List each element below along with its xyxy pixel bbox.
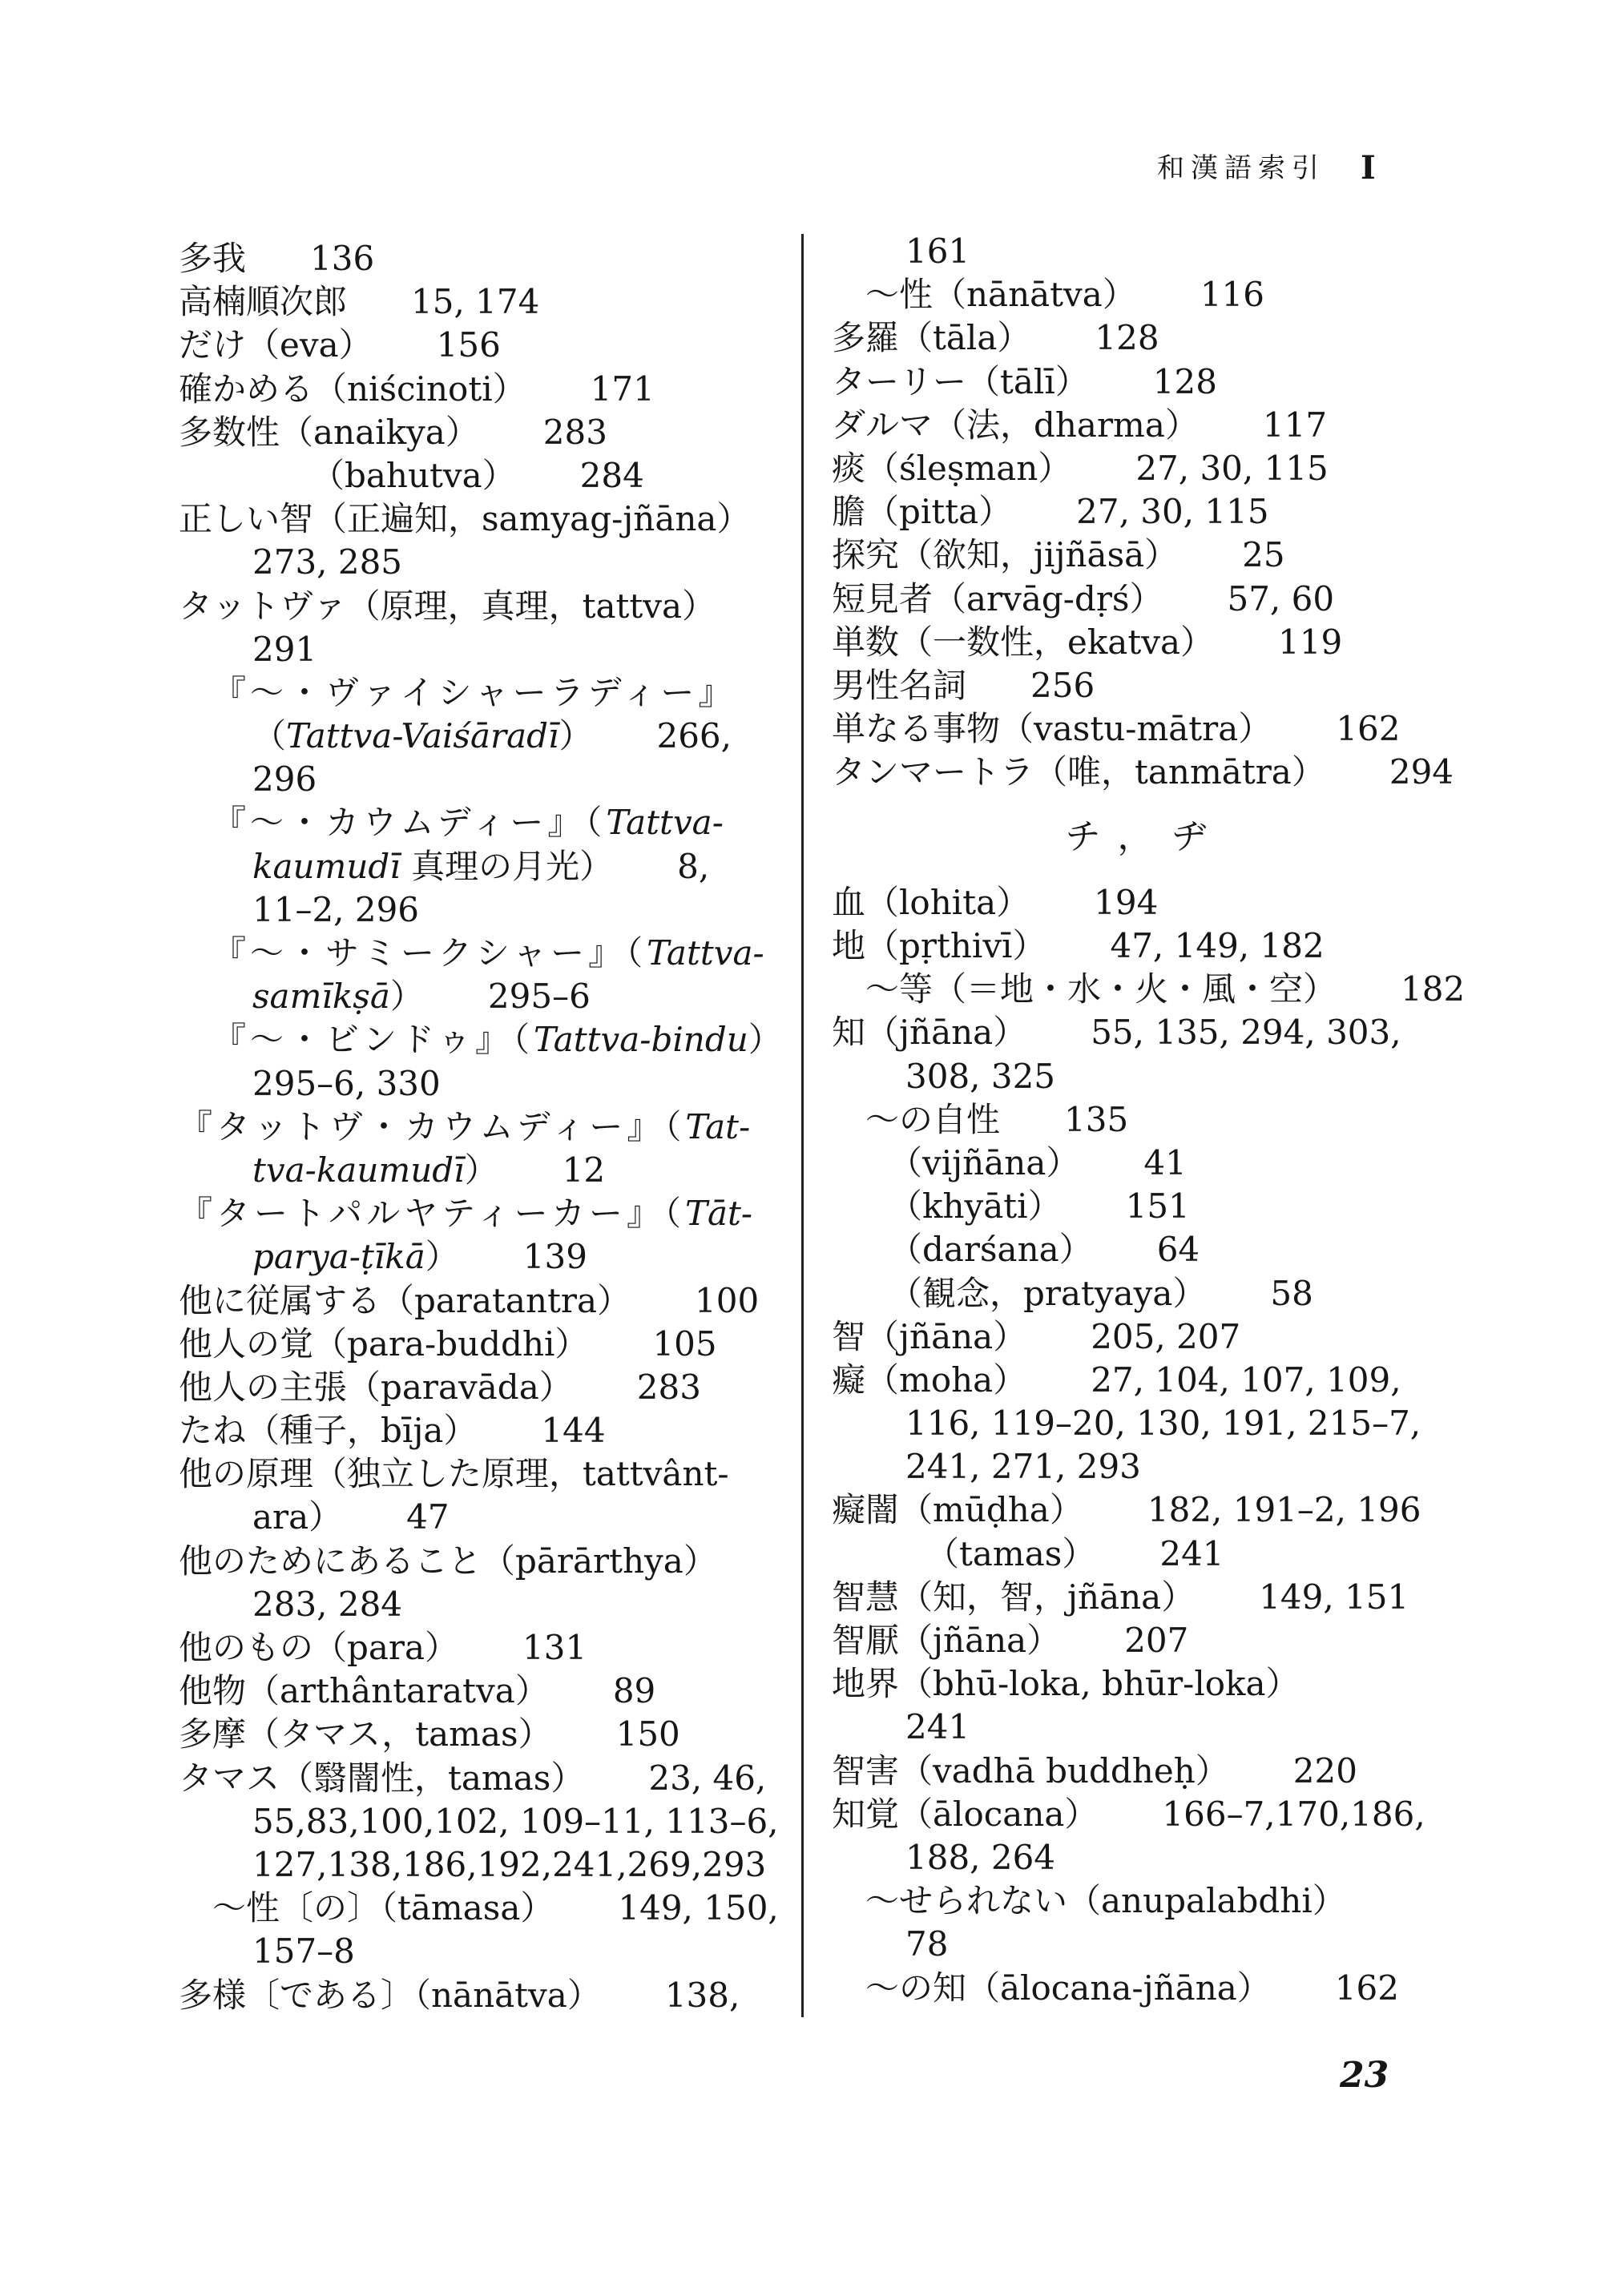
- section-numeral: I: [1361, 149, 1376, 187]
- entry-term: ara）: [252, 1497, 343, 1537]
- entry-page-numbers: 58: [1270, 1273, 1313, 1313]
- section-heading: チ，ヂ: [1065, 816, 1227, 858]
- entry-page-numbers: 8,: [677, 846, 710, 886]
- index-line: [179, 411, 796, 454]
- entry-term: 癡（moha）: [832, 1359, 1027, 1400]
- entry-term: （bahutva）: [311, 455, 516, 495]
- index-line: [832, 1098, 1441, 1142]
- index-line: [832, 924, 1441, 968]
- entry-page-numbers: 27, 30, 115: [1076, 492, 1269, 532]
- entry-term: 他の原理（独立した原理，tattvânt-: [179, 1454, 729, 1494]
- entry-title-italic: parya-ṭīkā: [252, 1237, 425, 1277]
- entry-page-numbers: 151: [1125, 1186, 1190, 1227]
- index-line: [179, 497, 796, 541]
- entry-page-numbers: 12: [562, 1150, 606, 1190]
- index-line: [832, 1879, 1441, 1923]
- index-line: [179, 1843, 796, 1887]
- entry-page-numbers: 27, 104, 107, 109,: [1091, 1359, 1401, 1400]
- entry-page-numbers: 188, 264: [905, 1837, 1056, 1877]
- index-line: [832, 1315, 1441, 1359]
- index-line: [179, 1452, 796, 1496]
- index-line: [179, 1279, 796, 1323]
- entry-page-numbers: 55,83,100,102, 109–11, 113–6,: [252, 1801, 779, 1841]
- entry-page-numbers: 220: [1292, 1750, 1357, 1790]
- index-line: [179, 715, 796, 758]
- index-line: [832, 534, 1441, 577]
- index-line: [832, 664, 1441, 707]
- entry-title-italic: samīkṣā: [252, 977, 390, 1017]
- entry-page-numbers: 161: [905, 232, 970, 271]
- entry-term: 膽（pitta）: [832, 492, 1013, 532]
- entry-term: 智（jñāna）: [832, 1316, 1027, 1356]
- index-line: [179, 1540, 796, 1583]
- entry-term: （tamas）: [925, 1533, 1096, 1573]
- entry-page-numbers: 295–6: [487, 977, 591, 1017]
- entry-page-numbers: 127,138,186,192,241,269,293: [252, 1844, 767, 1884]
- entry-term: 癡闇（mūḍha）: [832, 1490, 1083, 1530]
- entry-term: 探究（欲知，jijñāsā）: [832, 535, 1179, 575]
- index-line: [179, 368, 796, 411]
- index-line: [179, 541, 796, 584]
- index-line: [832, 1836, 1441, 1879]
- entry-term: だけ（eva）: [179, 325, 373, 365]
- index-line: [832, 273, 1441, 316]
- entry-term: 短見者（arvāg-dṛś）: [832, 578, 1163, 618]
- entry-page-numbers: 266,: [656, 716, 732, 756]
- entry-page-numbers: 296: [252, 759, 317, 800]
- entry-page-numbers: 166–7,170,186,: [1162, 1794, 1425, 1834]
- entry-page-numbers: 131: [522, 1628, 587, 1667]
- index-line: [179, 1018, 796, 1061]
- index-line: [832, 316, 1441, 360]
- index-line: [832, 490, 1441, 534]
- entry-page-numbers: 162: [1334, 1968, 1399, 2008]
- entry-title-italic: Tāt-: [684, 1194, 753, 1234]
- entry-term: 智慧（知，智，jñāna）: [832, 1577, 1196, 1617]
- index-line: [832, 404, 1441, 447]
- index-line: [832, 881, 1441, 924]
- index-column-left: [179, 237, 796, 2017]
- index-line: [832, 1750, 1441, 1793]
- index-line: [832, 621, 1441, 664]
- index-line: [832, 447, 1441, 490]
- entry-page-numbers: 144: [541, 1411, 606, 1451]
- column-divider: [801, 234, 804, 2017]
- entry-term: 地界（bhū-loka, bhūr-loka）: [832, 1664, 1300, 1704]
- entry-page-numbers: 64: [1156, 1230, 1200, 1270]
- index-line: [179, 1235, 796, 1279]
- entry-page-numbers: 182: [1401, 969, 1466, 1009]
- entry-term: 単数（一数性，ekatva）: [832, 622, 1214, 662]
- entry-page-numbers: 256: [1030, 665, 1095, 705]
- index-line: [832, 751, 1454, 794]
- entry-page-numbers: 139: [522, 1237, 587, 1277]
- entry-term-continued: ）: [748, 1020, 782, 1060]
- entry-term: 他人の主張（paravāda）: [179, 1367, 573, 1407]
- entry-page-numbers: 150: [615, 1714, 680, 1754]
- entry-title-italic: Tattva-: [606, 803, 724, 843]
- entry-page-numbers: 116, 119–20, 130, 191, 215–7,: [905, 1404, 1421, 1444]
- index-line: [179, 585, 796, 628]
- entry-term: 智害（vadhā buddheḥ）: [832, 1750, 1229, 1790]
- index-line: [832, 1228, 1441, 1271]
- index-line: [179, 1974, 796, 2017]
- entry-term: 〜せられない（anupalabdhi）: [865, 1881, 1346, 1921]
- entry-page-numbers: 149, 151: [1259, 1577, 1409, 1617]
- entry-term: 男性名詞: [832, 665, 967, 705]
- entry-term: 智厭（jñāna）: [832, 1621, 1061, 1661]
- index-line: [179, 1626, 796, 1670]
- index-line: [179, 1670, 796, 1713]
- entry-term: 多羅（tāla）: [832, 318, 1031, 358]
- index-line: [179, 1192, 796, 1235]
- index-line: [179, 932, 796, 975]
- index-line: [832, 1662, 1441, 1706]
- entry-term: 知（jñāna）: [832, 1013, 1027, 1053]
- entry-term-continued: ）: [425, 1237, 459, 1277]
- index-line: [179, 1149, 796, 1192]
- page-number: 23: [1340, 2055, 1389, 2096]
- index-line: [832, 230, 1441, 273]
- entry-term: 単なる事物（vastu-mātra）: [832, 709, 1272, 749]
- entry-term: 『〜・カウムディー』（: [212, 803, 607, 843]
- entry-page-numbers: 27, 30, 115: [1135, 448, 1329, 488]
- entry-title-italic: tva-kaumudī: [252, 1150, 465, 1190]
- index-line: [832, 1359, 1441, 1402]
- index-line: [832, 1402, 1441, 1445]
- entry-term: 『〜・ビンドゥ』（: [212, 1020, 534, 1060]
- entry-page-numbers: 205, 207: [1091, 1316, 1241, 1356]
- entry-term: 他のもの（para）: [179, 1628, 459, 1667]
- entry-page-numbers: 241: [1159, 1533, 1224, 1573]
- entry-page-numbers: 308, 325: [905, 1056, 1056, 1096]
- index-line: [179, 1800, 796, 1843]
- entry-term: （: [252, 716, 287, 756]
- entry-term: （vijñāna）: [889, 1142, 1080, 1182]
- index-line: [179, 888, 796, 932]
- entry-page-numbers: 294: [1389, 752, 1454, 792]
- entry-term: 『〜・サミークシャー』（: [212, 933, 647, 973]
- index-line: [832, 1793, 1441, 1836]
- entry-page-numbers: 119: [1278, 622, 1343, 662]
- entry-term: （観念，pratyaya）: [889, 1273, 1207, 1313]
- entry-page-numbers: 284: [579, 455, 644, 495]
- entry-term: 『タートパルヤティーカー』（: [179, 1194, 685, 1234]
- entry-page-numbers: 138,: [664, 1975, 740, 2015]
- entry-page-numbers: 23, 46,: [648, 1758, 767, 1798]
- entry-term: 〜性（nānātva）: [865, 275, 1136, 315]
- index-line: [179, 1323, 796, 1366]
- entry-term: 多様〔である〕（nānātva）: [179, 1975, 601, 2015]
- index-column-right: [832, 230, 1466, 2010]
- entry-term: タットヴァ（原理，真理，tattva）: [179, 586, 716, 626]
- entry-term: 地（pṛthivī）: [832, 926, 1046, 966]
- index-line: [179, 1106, 796, 1149]
- entry-term: （darśana）: [889, 1230, 1093, 1270]
- entry-page-numbers: 116: [1200, 275, 1264, 315]
- running-header-title: 和漢語索引: [1157, 152, 1325, 184]
- entry-term-continued: ）: [464, 1150, 498, 1190]
- entry-title-italic: Tattva-bindu: [533, 1020, 748, 1060]
- index-line: [832, 578, 1441, 621]
- entry-page-numbers: 162: [1336, 709, 1401, 749]
- index-line: [179, 324, 796, 367]
- entry-page-numbers: 194: [1094, 882, 1159, 922]
- index-line: [179, 1757, 796, 1800]
- entry-page-numbers: 128: [1095, 318, 1159, 358]
- index-line: [179, 1930, 796, 1973]
- entry-page-numbers: 291: [252, 629, 317, 669]
- entry-term: 他物（arthântaratva）: [179, 1671, 549, 1711]
- index-line: [832, 1272, 1441, 1315]
- entry-term: 確かめる（niścinoti）: [179, 369, 526, 409]
- index-line: [179, 1366, 796, 1409]
- entry-term: 他のためにあること（pārārthya）: [179, 1541, 717, 1581]
- entry-page-numbers: 15, 174: [411, 282, 540, 322]
- index-line: [179, 1583, 796, 1626]
- entry-page-numbers: 171: [590, 369, 655, 409]
- entry-page-numbers: 128: [1152, 361, 1217, 401]
- index-line: [832, 1533, 1441, 1576]
- entry-page-numbers: 47: [406, 1497, 450, 1537]
- index-line: [832, 707, 1441, 751]
- entry-term: ダルマ（法，dharma）: [832, 405, 1199, 445]
- entry-page-numbers: 78: [905, 1924, 949, 1964]
- entry-title-italic: Tat-: [685, 1106, 751, 1146]
- index-line: [832, 1488, 1441, 1532]
- entry-term: タマス（翳闇性，tamas）: [179, 1758, 585, 1798]
- entry-page-numbers: 283: [636, 1367, 701, 1407]
- index-line: [832, 1142, 1441, 1185]
- index-line: [179, 1713, 796, 1756]
- entry-page-numbers: 55, 135, 294, 303,: [1091, 1013, 1401, 1053]
- index-line: [179, 1062, 796, 1106]
- entry-term: 血（lohita）: [832, 882, 1030, 922]
- entry-term: 〜等（＝地・水・火・風・空）: [865, 969, 1337, 1009]
- entry-term: 〜性〔の〕（tāmasa）: [212, 1888, 554, 1928]
- index-line: [832, 1967, 1441, 2010]
- index-line: [179, 1409, 796, 1452]
- entry-term: 痰（śleṣman）: [832, 448, 1072, 488]
- entry-page-numbers: 207: [1124, 1621, 1189, 1661]
- entry-term: 多摩（タマス，tamas）: [179, 1714, 552, 1754]
- index-line: [832, 1185, 1441, 1228]
- entry-term: 知覚（ālocana）: [832, 1794, 1099, 1834]
- entry-page-numbers: 283, 284: [252, 1584, 403, 1624]
- entry-page-numbers: 105: [652, 1323, 717, 1364]
- index-line: [832, 1923, 1441, 1966]
- entry-page-numbers: 25: [1242, 535, 1285, 575]
- entry-term: タンマートラ（唯，tanmātra）: [832, 752, 1325, 792]
- index-line: [179, 801, 796, 844]
- entry-page-numbers: 135: [1064, 1099, 1129, 1139]
- entry-page-numbers: 156: [436, 325, 501, 365]
- index-line: [832, 1445, 1441, 1488]
- entry-page-numbers: 11–2, 296: [252, 889, 420, 929]
- entry-page-numbers: 157–8: [252, 1931, 355, 1972]
- entry-page-numbers: 100: [695, 1280, 760, 1320]
- entry-term: 多数性（anaikya）: [179, 412, 479, 452]
- entry-page-numbers: 89: [612, 1671, 656, 1711]
- entry-title-italic: Tattva-Vaiśāradī: [286, 716, 559, 756]
- entry-term: 〜の自性: [865, 1099, 1001, 1139]
- index-line: [179, 845, 796, 888]
- entry-term: たね（種子，bīja）: [179, 1411, 478, 1451]
- entry-page-numbers: 149, 150,: [618, 1888, 779, 1928]
- index-line: [179, 671, 796, 715]
- entry-page-numbers: 241, 271, 293: [905, 1447, 1141, 1487]
- entry-page-numbers: 182, 191–2, 196: [1147, 1490, 1421, 1530]
- index-line: [179, 628, 796, 671]
- index-line: [832, 1055, 1441, 1098]
- entry-term-continued: ）: [389, 977, 424, 1017]
- entry-term-continued: ）: [558, 716, 593, 756]
- entry-title-italic: kaumudī: [252, 846, 401, 886]
- index-line: [832, 1576, 1441, 1619]
- index-line: [832, 361, 1441, 404]
- entry-title-italic: Tattva-: [647, 933, 764, 973]
- entry-term: 他人の覚（para-buddhi）: [179, 1323, 589, 1364]
- index-line: [832, 968, 1466, 1011]
- entry-term: 多我: [179, 239, 247, 278]
- entry-page-numbers: 283: [542, 412, 607, 452]
- index-line: [179, 758, 796, 801]
- entry-term: 『タットヴ・カウムディー』（: [179, 1106, 686, 1146]
- entry-page-numbers: 136: [310, 239, 375, 278]
- index-line: [832, 1011, 1441, 1054]
- index-line: [179, 1496, 796, 1539]
- index-line: [832, 1619, 1441, 1662]
- index-line: [179, 975, 796, 1018]
- entry-term: 高楠順次郎: [179, 282, 348, 322]
- entry-term: 正しい智（正遍知，samyag-jñāna）: [179, 499, 751, 539]
- entry-page-numbers: 57, 60: [1227, 578, 1335, 618]
- index-line: [179, 237, 796, 280]
- entry-page-numbers: 41: [1143, 1142, 1187, 1182]
- entry-term-continued: 真理の月光）: [400, 846, 614, 886]
- entry-page-numbers: 47, 149, 182: [1110, 926, 1325, 966]
- entry-page-numbers: 295–6, 330: [252, 1063, 441, 1103]
- entry-page-numbers: 241: [905, 1707, 970, 1747]
- entry-term: 他に従属する（paratantra）: [179, 1280, 631, 1320]
- entry-term: 〜の知（ālocana-jñāna）: [865, 1968, 1271, 2008]
- index-line: [832, 1706, 1441, 1749]
- entry-page-numbers: 273, 285: [252, 542, 403, 582]
- index-line: [179, 1887, 796, 1930]
- index-line: [179, 280, 796, 324]
- index-line: [179, 454, 796, 497]
- entry-term: ターリー（tālī）: [832, 361, 1089, 401]
- entry-page-numbers: 117: [1262, 405, 1328, 445]
- entry-term: （khyāti）: [889, 1186, 1062, 1227]
- entry-term: 『〜・ヴァイシャーラディー』: [212, 672, 736, 712]
